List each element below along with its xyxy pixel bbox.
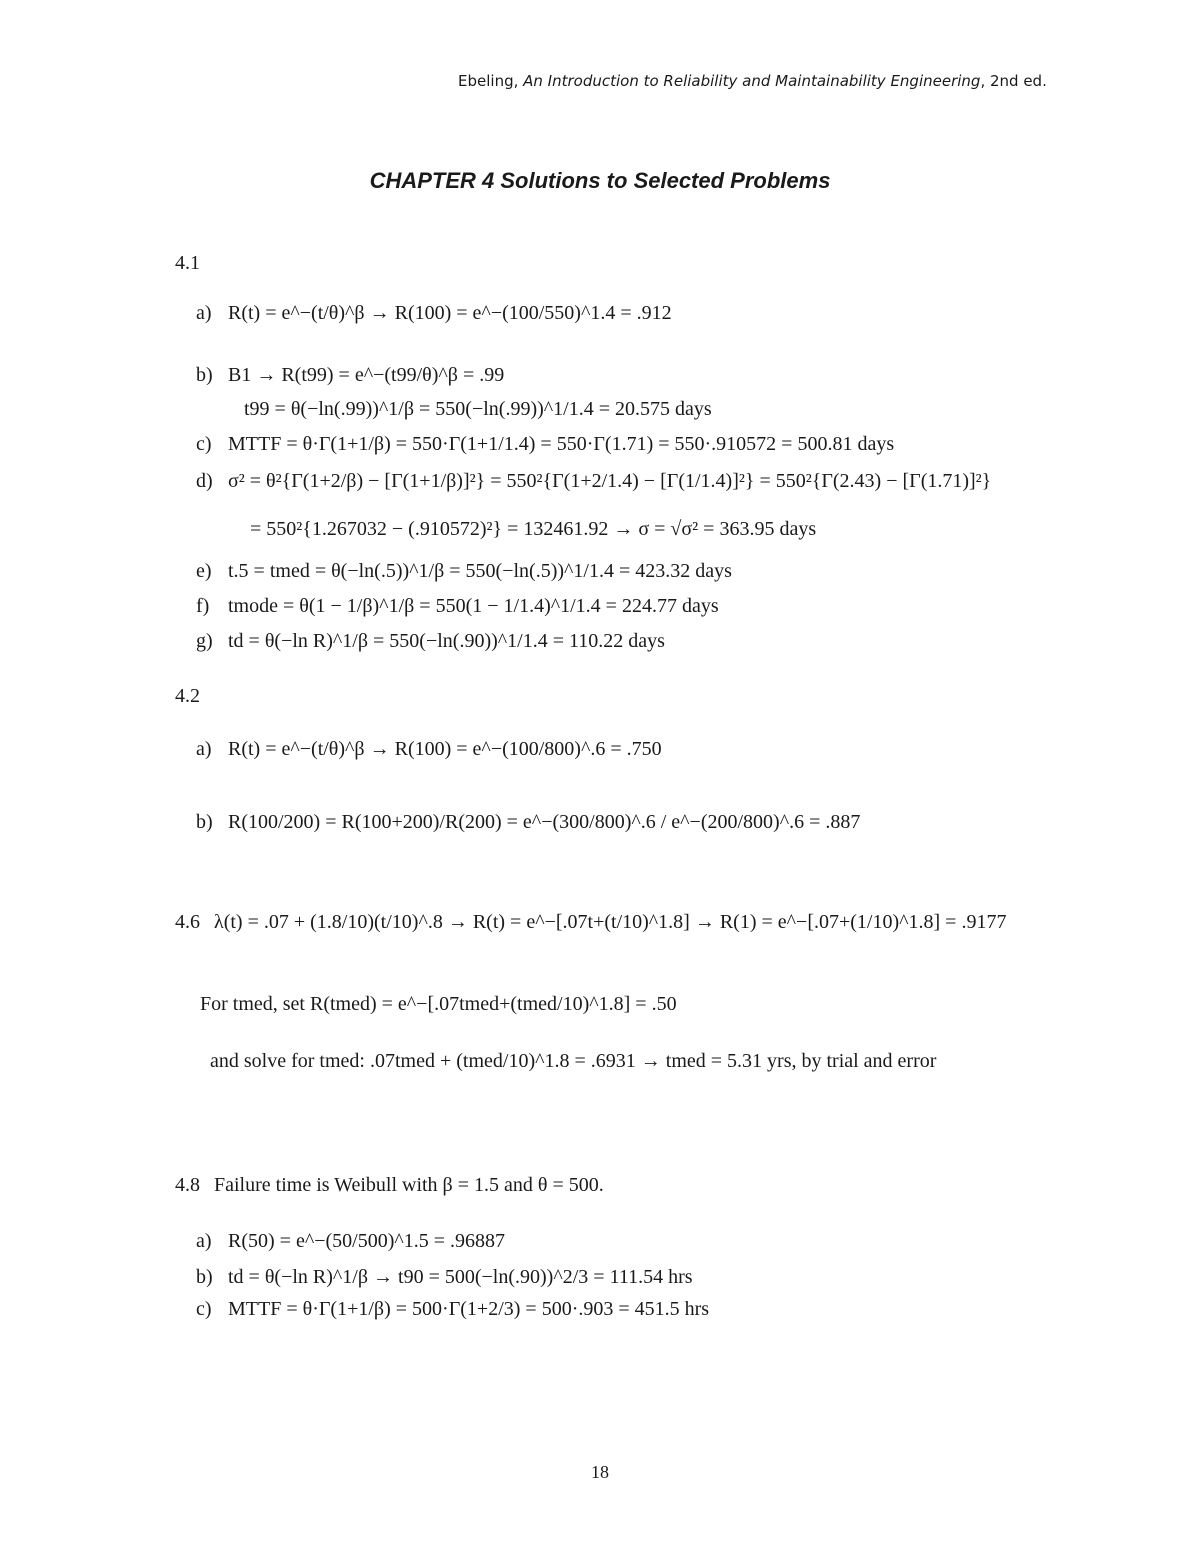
problem-4-1-part-c: c) MTTF = θ·Γ(1+1/β) = 550·Γ(1+1/1.4) = 550·Γ(1.71) = 550·.910572 = 500.81 days <box>196 433 895 455</box>
problem-number-4-6: 4.6 <box>175 911 200 933</box>
problem-number-4-8: 4.8 <box>175 1174 200 1196</box>
problem-4-8-part-c: c) MTTF = θ·Γ(1+1/β) = 500·Γ(1+2/3) = 500·.903 = 451.5 hrs <box>196 1298 710 1320</box>
problem-4-1-part-f: f) tmode = θ(1 − 1/β)^1/β = 550(1 − 1/1.4)^1/1.4 = 224.77 days <box>196 595 719 617</box>
problem-4-1-part-d: d) σ² = θ²{Γ(1+2/β) − [Γ(1+1/β)]²} = 550²{Γ(1+2/1.4) − [Γ(1/1.4)]²} = 550²{Γ(2.43) − [Γ(1.71)]²} <box>196 470 992 492</box>
problem-4-8-intro: Failure time is Weibull with β = 1.5 and θ = 500. <box>214 1174 604 1196</box>
problem-4-1-part-b: b) B1 → R(t99) = e^−(t99/θ)^β = .99 <box>196 364 505 386</box>
page-number: 18 <box>591 1462 609 1482</box>
header-author: Ebeling, <box>458 72 524 90</box>
problem-4-8-part-a: a) R(50) = e^−(50/500)^1.5 = .96887 <box>196 1230 506 1252</box>
chapter-title: CHAPTER 4 Solutions to Selected Problems <box>369 168 831 193</box>
problem-4-2-part-b: b) R(100/200) = R(100+200)/R(200) = e^−(300/800)^.6 / e^−(200/800)^.6 = .887 <box>196 811 861 833</box>
problem-4-2-part-a: a) R(t) = e^−(t/θ)^β → R(100) = e^−(100/800)^.6 = .750 <box>196 738 662 760</box>
problem-4-6-line3: and solve for tmed: .07tmed + (tmed/10)^1.8 = .6931 → tmed = 5.31 yrs, by trial and error <box>210 1050 937 1072</box>
problem-4-1-part-e: e) t.5 = tmed = θ(−ln(.5))^1/β = 550(−ln(.5))^1/1.4 = 423.32 days <box>196 560 732 582</box>
problem-4-6-line1: λ(t) = .07 + (1.8/10)(t/10)^.8 → R(t) = e^−[.07t+(t/10)^1.8] → R(1) = e^−[.07+(1/10)^1.8] = .9177 <box>214 911 1007 933</box>
problem-number-4-2: 4.2 <box>175 685 200 707</box>
problem-4-1-part-a: a) R(t) = e^−(t/θ)^β → R(100) = e^−(100/550)^1.4 = .912 <box>196 302 672 324</box>
problem-number-4-1: 4.1 <box>175 252 200 274</box>
problem-4-1-part-g: g) td = θ(−ln R)^1/β = 550(−ln(.90))^1/1.4 = 110.22 days <box>196 630 665 652</box>
header-book-title: An Introduction to Reliability and Maintainability Engineering <box>523 72 981 90</box>
running-header <box>458 72 1047 90</box>
problem-4-1-part-b-line2: t99 = θ(−ln(.99))^1/β = 550(−ln(.99))^1/1.4 = 20.575 days <box>244 398 712 420</box>
header-edition: , 2nd ed. <box>980 72 1047 90</box>
problem-4-6-line2: For tmed, set R(tmed) = e^−[.07tmed+(tmed/10)^1.8] = .50 <box>200 993 677 1015</box>
problem-4-8-part-b: b) td = θ(−ln R)^1/β → t90 = 500(−ln(.90))^2/3 = 111.54 hrs <box>196 1266 693 1288</box>
problem-4-1-part-d-line2: = 550²{1.267032 − (.910572)²} = 132461.92 → σ = √σ² = 363.95 days <box>250 518 817 540</box>
